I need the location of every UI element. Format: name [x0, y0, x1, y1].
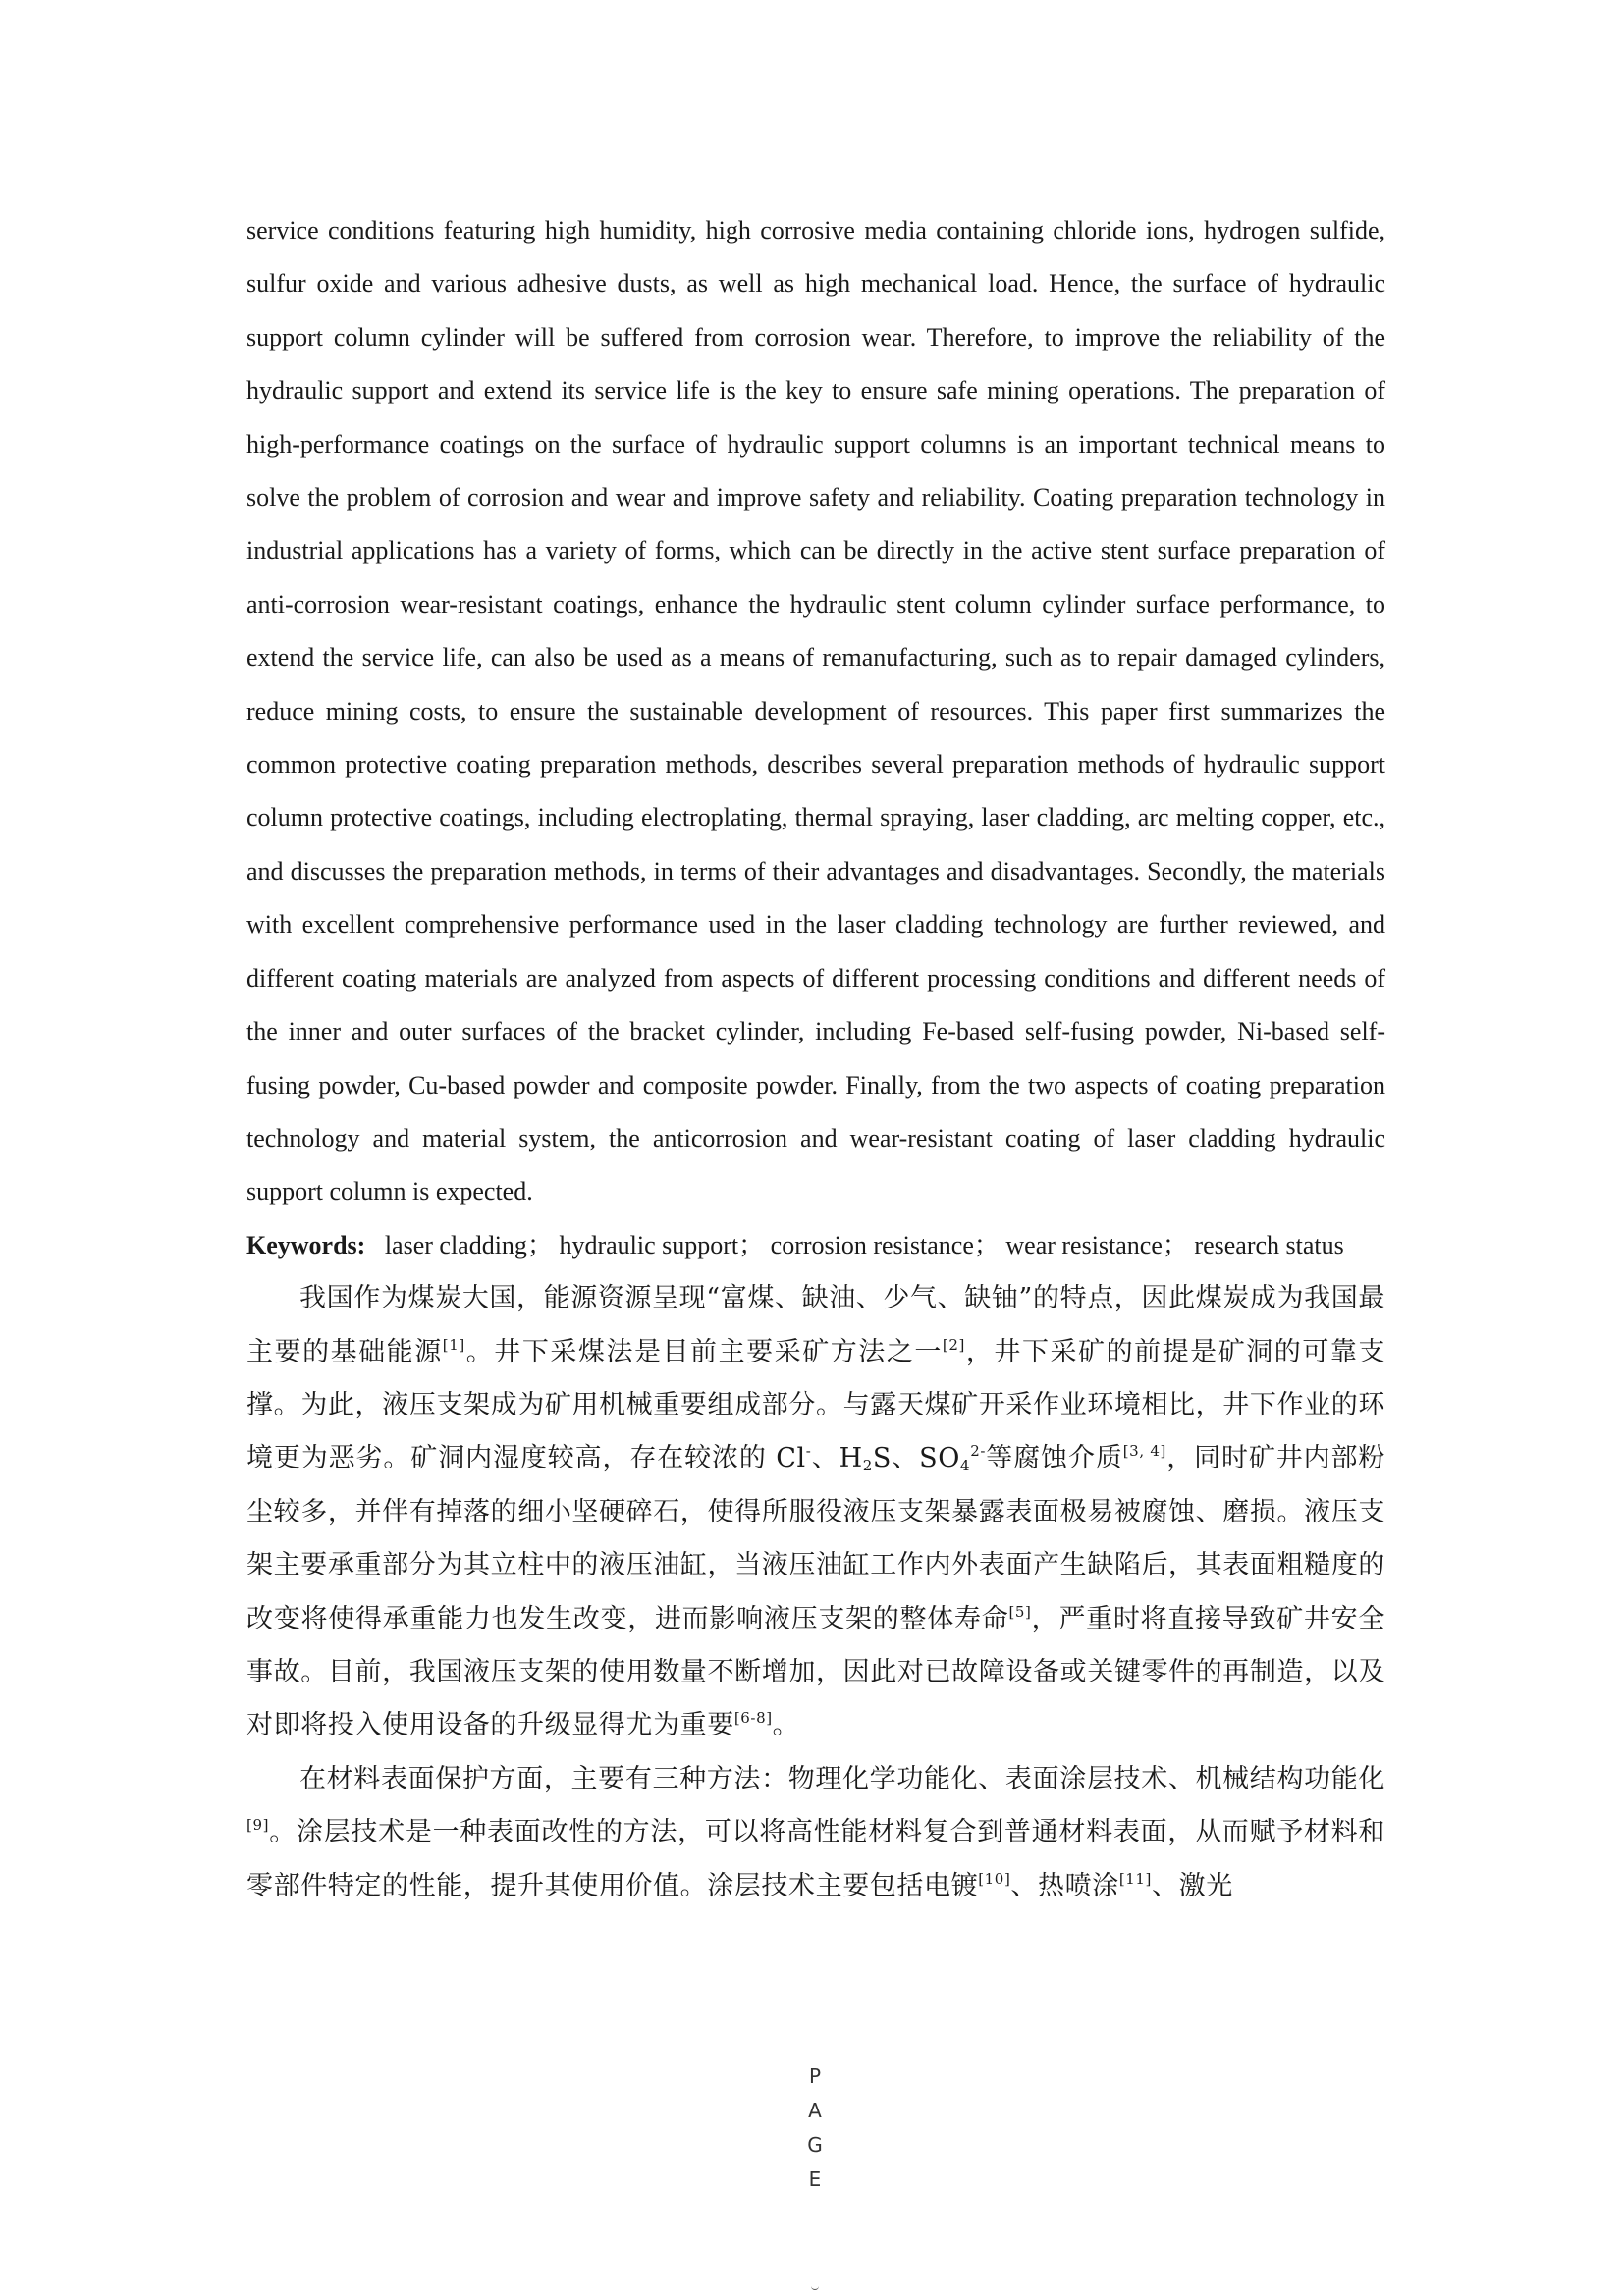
citation-ref[interactable]: [3, 4] — [1122, 1442, 1166, 1461]
keyword-item: wear resistance — [1005, 1230, 1163, 1259]
page-footer-field — [802, 2059, 828, 2197]
keyword-item: hydraulic support — [559, 1230, 739, 1259]
footer-letter: G — [807, 2133, 823, 2157]
keyword-item: laser cladding — [384, 1230, 527, 1259]
text-run: ，严重时将直接导致矿井安全事故。目前，我国液压支架的使用数量不断增加，因此对已故障设备或关键零件的再制造，以及对即将投入使用设备的升级显得尤为重要 — [246, 1603, 1385, 1741]
text-run: 。井下采煤法是目前主要采矿方法之一 — [464, 1336, 943, 1367]
ion-charge: - — [805, 1442, 812, 1461]
text-run: 、热喷涂 — [1010, 1870, 1119, 1901]
text-run: 。 — [772, 1710, 800, 1741]
keyword-separator: ； — [1162, 1230, 1188, 1259]
citation-ref[interactable]: [6-8] — [733, 1709, 773, 1728]
citation-ref[interactable]: [11] — [1118, 1869, 1153, 1888]
keyword-item: corrosion resistance — [770, 1230, 974, 1259]
keywords-label: Keywords: — [246, 1230, 366, 1259]
text-run: S、SO — [872, 1443, 961, 1474]
chemical-subscript: 4 — [960, 1457, 971, 1475]
citation-ref[interactable]: [9] — [246, 1816, 270, 1835]
keyword-separator: ； — [973, 1230, 1000, 1259]
citation-ref[interactable]: [1] — [442, 1335, 465, 1354]
footer-brace-mark — [811, 2281, 819, 2290]
ion-charge: 2- — [970, 1442, 986, 1461]
citation-ref[interactable]: [2] — [942, 1335, 965, 1354]
chemical-subscript: 2 — [862, 1457, 873, 1475]
text-run: ，同时矿井内部粉尘较多，并伴有掉落的细小坚硬碎石，使得所服役液压支架暴露表面极易被腐蚀、磨损。液压支架主要承重部分为其立柱中的液压油缸，当液压油缸工作内外表面产生缺陷后，其表面粗糙度的改变将使得承重能力也发生改变，进而影响液压支架的整体寿命 — [246, 1443, 1386, 1634]
text-run: 、H — [811, 1443, 863, 1474]
keyword-separator: ； — [526, 1230, 553, 1259]
citation-ref[interactable]: [10] — [978, 1869, 1011, 1888]
text-run: 在材料表面保护方面，主要有三种方法：物理化学功能化、表面涂层技术、机械结构功能化 — [299, 1763, 1385, 1794]
footer-letter: P — [808, 2064, 822, 2088]
footer-letter: E — [808, 2167, 822, 2191]
footer-letter: A — [808, 2099, 822, 2122]
text-run: 等腐蚀介质 — [986, 1443, 1123, 1474]
keyword-separator: ； — [738, 1230, 765, 1259]
body-paragraph-2 — [246, 1753, 1385, 1913]
body-paragraph-1 — [246, 1272, 1385, 1753]
text-run: 、激光 — [1152, 1870, 1233, 1901]
text-run: 。涂层技术是一种表面改性的方法，可以将高性能材料复合到普通材料表面，从而赋予材料和零部件特定的性能，提升其使用价值。涂层技术主要包括电镀 — [246, 1817, 1385, 1901]
text-run: 我国作为煤炭大国，能源资源呈现“富煤、缺油、少气、缺铀”的特点，因此煤炭成为我国最主要的基础能源 — [246, 1283, 1385, 1367]
citation-ref[interactable]: [5] — [1008, 1602, 1032, 1621]
text-run: ，井下采矿的前提是矿洞的可靠支撑。为此，液压支架成为矿用机械重要组成部分。与露天煤矿开采作业环境相比，井下作业的环境更为恶劣。矿洞内湿度较高，存在较浓的 Cl — [246, 1336, 1386, 1474]
page-content — [246, 204, 1385, 1913]
keyword-item: research status — [1194, 1230, 1344, 1259]
abstract-english-body: service conditions featuring high humidity, high corrosive media containing chloride ions, hydrogen sulfide, sulfur oxide and various adhesive dusts, as well as high mechanical load. Hence, the surface of hydraulic support column cylinder will be suffered from corrosion wear. Therefore, to improve the reliability of the hydraulic support and extend its service life is the key to ensure safe mining operations. The preparation of high-performance coatings on the surface of hydraulic support columns is an important technical means to solve the problem of corrosion and wear and improve safety and reliability. Coating preparation technology in industrial applications has a variety of forms, which can be directly in the active stent surface preparation of anti-corrosion wear-resistant coatings, enhance the hydraulic stent column cylinder surface performance, to extend the service life, can also be used as a means of remanufacturing, such as to repair damaged cylinders, reduce mining costs, to ensure the sustainable development of resources. This paper first summarizes the common protective coating preparation methods, describes several preparation methods of hydraulic support column protective coatings, including electroplating, thermal spraying, laser cladding, arc melting copper, etc., and discusses the preparation methods, in terms of their advantages and disadvantages. Secondly, the materials with excellent comprehensive performance used in the laser cladding technology are further reviewed, and different coating materials are analyzed from aspects of different processing conditions and different needs of the inner and outer surfaces of the bracket cylinder, including Fe-based self-fusing powder, Ni-based self-fusing powder, Cu-based powder and composite powder. Finally, from the two aspects of coating preparation technology and material system, the anticorrosion and wear-resistant coating of laser cladding hydraulic support column is expected. — [246, 216, 1385, 1206]
keywords-line — [246, 1219, 1385, 1272]
